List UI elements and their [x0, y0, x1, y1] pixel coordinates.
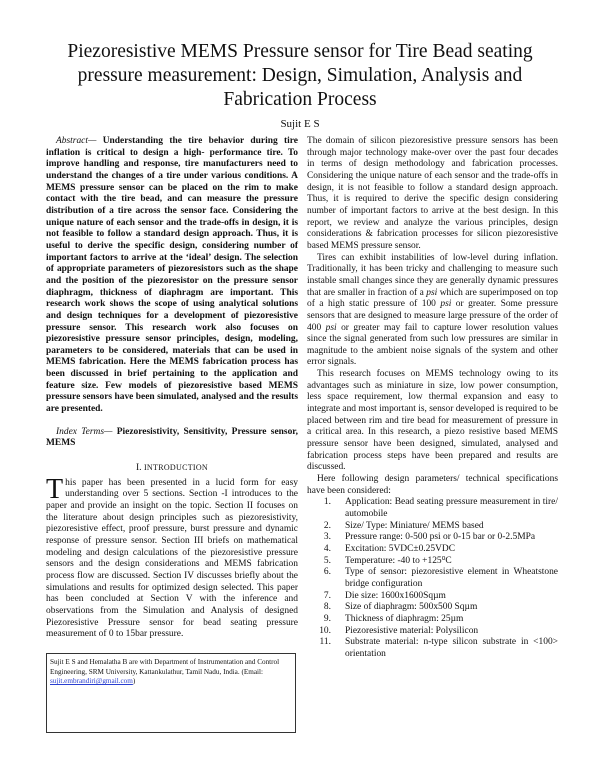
drop-cap: T — [46, 473, 64, 505]
index-terms-text: Piezoresistivity, Sensitivity, Pressure sensor, MEMS — [46, 426, 298, 449]
list-number: 1. — [323, 497, 331, 508]
abstract-label: Abstract— — [56, 136, 97, 146]
intro-text: his paper has been presented in a lucid form for easy understanding over 5 sections. Section -I introduces to the paper and provide an insight on the topic. Section II focuses on the literature about design principles such as piezoresistivity, piezoresistive effect, proof pressure, burst pressure and dynamic response of pressure sensor. Section III briefs on mathematical modeling and design calculations of the piezoresistive pressure sensors and the design considerations and MEMS fabrication process flow are discussed. Section IV discusses briefly about the simulations and results for optimized design selected. This paper has been concluded at Section V with the inference and observations from the Simulation and Analysis of designed Piezoresistive Pressure sensor for bead seating pressure measurement of 0 to 15bar pressure. — [46, 477, 298, 640]
list-number: 11. — [319, 637, 331, 648]
text: Tires can exhibit instabilities of low-level during inflation. Traditionally, it has been tricky and challenging to measure such instable small changes since they are generally dynamic pressures that are smaller in fraction of a — [307, 252, 558, 298]
list-item — [307, 567, 558, 590]
list-number: 10. — [319, 625, 331, 636]
spec-list — [307, 497, 558, 660]
footnote-text: Sujit E S and Hemalatha B are with Department of Instrumentation and Control Engineering, SRM University, Kattankulathur, Tamil Nadu, India. (Email: — [50, 657, 280, 676]
list-text: Thickness of diaphragm: 25µm — [345, 613, 464, 624]
unit: psi — [426, 287, 438, 298]
list-item — [307, 544, 558, 556]
unit: psi — [325, 322, 337, 333]
author: Sujit E S — [280, 118, 320, 130]
text: or greater. Some pressure sensors that are designed to measure large pressure of the order of 400 — [307, 299, 558, 333]
list-text: Application: Bead seating pressure measurement in tire/ automobile — [345, 497, 558, 519]
right-column — [307, 136, 558, 661]
list-item — [307, 497, 558, 520]
text: or greater may fail to capture lower resolution values since the signal generated from such low pressures are similar in magnitude to the ambient noise signals of the system and other error signals. — [307, 322, 558, 368]
list-item — [307, 626, 558, 638]
list-item — [307, 637, 558, 660]
paragraph — [307, 253, 558, 370]
list-text: Temperature: -40 to +125⁰C — [345, 555, 452, 566]
email-link[interactable]: sujit.embrandiri@gmail.com — [50, 677, 133, 686]
list-number: 5. — [323, 555, 331, 566]
list-text: Pressure range: 0-500 psi or 0-15 bar or 0-2.5MPa — [345, 532, 536, 543]
section-heading — [46, 462, 298, 474]
index-terms — [46, 427, 298, 450]
paragraph: This research focuses on MEMS technology owing to its advantages such as miniature in size, low power consumption, less space requirement, low thermal expansion and easy to integrate and most important is, sensor developed is required to be placed between rim and tire bead for measurement of pressure in a critical area. In this research, a piezo resistive based MEMS pressure sensor have been designed, simulated, analysed and fabrication process steps have been prepared and results are discussed. — [307, 369, 558, 473]
list-item — [307, 556, 558, 568]
list-number: 8. — [323, 602, 331, 613]
text: which are superimposed on top of a high static pressure of 100 — [307, 287, 559, 310]
index-terms-label: Index Terms— — [56, 426, 113, 437]
list-text: Size of diaphragm: 500x500 Sqµm — [345, 602, 478, 613]
section-title: INTRODUCTION — [143, 463, 209, 473]
body-columns — [46, 136, 558, 733]
list-number: 4. — [323, 543, 331, 554]
list-text: Piezoresistive material: Polysilicon — [345, 625, 479, 636]
abstract-text: Understanding the tire behavior during tire inflation is critical to design a high- performance tire. To improve handling and response, tire manufacturers need to understand the changes of a tire under various conditions. A MEMS pressure sensor can be placed on the rim to make contact with the tire bead, and can measure the pressure distribution of a tire across the sensor face. Considering the unique nature of each sensor and the trade-offs in design, it is not feasible to follow a standard design approach. Thus, it is useful to derive the specific design, considering number of important factors to arrive at the ‘ideal’ design. The selection of appropriate parameters of piezoresistors such as the shape and the position of the piezoresistor on the pressure sensor diaphragm, thickness of diaphragm are important. This research work shows the scope of using analytical solutions and design techniques for a development of piezoresistive pressure sensor. This research work also focuses on piezoresistive pressure sensor principles, design, modeling, parameters to be considered, materials that can be used in MEMS fabrication. Here the MEMS fabrication process has been discussed in brief pertaining to the application and feature size. Few models of piezoresistive based MEMS pressure sensors have been simulated, analysed and the results are presented. — [46, 136, 298, 415]
list-text: Type of sensor: piezoresistive element in Wheatstone bridge configuration — [345, 567, 558, 589]
abstract — [46, 136, 298, 416]
paragraph: The domain of silicon piezoresistive pressure sensors has been through major technology make-over over the past four decades in terms of design methodology and fabrication processes. Considering the unique nature of each sensor and the trade-offs in design, it is not feasible to follow a standard design approach. Thus, it is required to derive the specific design considering number of important factors to arrive at the best design. In this report, we review and analyze the various principles, design considerations & fabrication processes for silicon piezoresistive based MEMS pressure sensor. — [307, 136, 558, 251]
list-item — [307, 591, 558, 603]
list-number: 6. — [323, 567, 331, 578]
list-item — [307, 602, 558, 614]
left-column — [46, 136, 298, 733]
paper-title: Piezoresistive MEMS Pressure sensor for Tire Bead seating pressure measurement: Design, Simulation, Analysis and Fabrication Process — [67, 41, 533, 110]
list-item — [307, 521, 558, 533]
list-number: 2. — [323, 520, 331, 531]
list-number: 9. — [323, 613, 331, 624]
list-text: Size/ Type: Miniature/ MEMS based — [345, 520, 484, 531]
list-text: Die size: 1600x1600Sqµm — [345, 590, 446, 601]
list-text: Excitation: 5VDC±0.25VDC — [345, 543, 456, 554]
unit: psi — [440, 299, 452, 310]
list-text: Substrate material: n-type silicon substrate in <100> orientation — [345, 637, 558, 659]
footnote-box — [46, 653, 296, 733]
intro-paragraph — [46, 473, 298, 641]
footnote-close: ) — [132, 677, 136, 686]
section-number: I. — [135, 462, 144, 474]
list-item — [307, 532, 558, 544]
list-number: 7. — [323, 590, 331, 601]
list-item — [307, 614, 558, 626]
paragraph: Here following design parameters/ technical specifications have been considered: — [307, 474, 558, 496]
list-number: 3. — [323, 532, 331, 543]
